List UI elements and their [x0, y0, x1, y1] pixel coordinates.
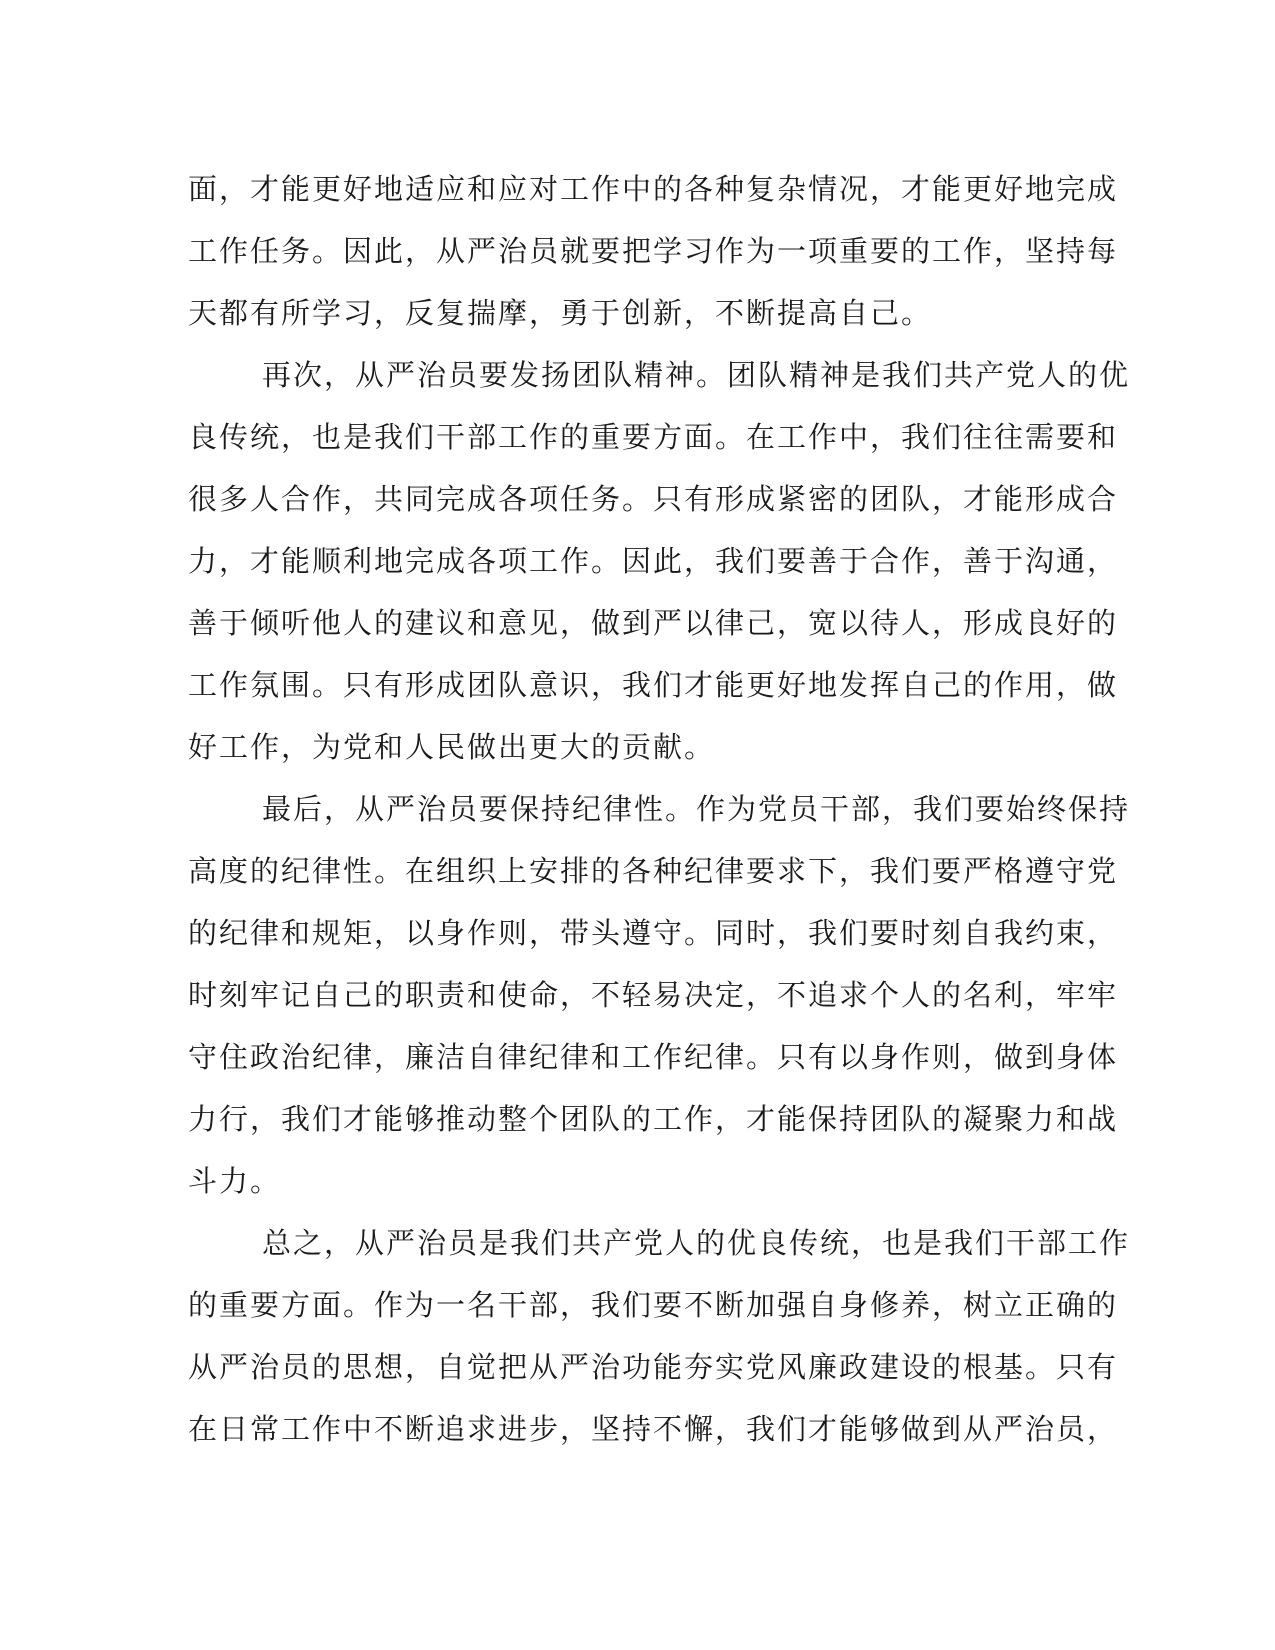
text-line: 的纪律和规矩，以身作则，带头遵守。同时，我们要时刻自我约束，: [188, 916, 1119, 950]
text-line: 良传统，也是我们干部工作的重要方面。在工作中，我们往往需要和: [188, 420, 1119, 454]
text-line: 高度的纪律性。在组织上安排的各种纪律要求下，我们要严格遵守党: [188, 854, 1119, 888]
text-line: 力，才能顺利地完成各项工作。因此，我们要善于合作，善于沟通，: [188, 544, 1119, 578]
text-line: 天都有所学习，反复揣摩，勇于创新，不断提高自己。: [188, 296, 933, 330]
text-line: 斗力。: [188, 1164, 282, 1198]
paragraph-start-line: 再次，从严治员要发扬团队精神。团队精神是我们共产党人的优: [262, 358, 1131, 392]
text-line: 善于倾听他人的建议和意见，做到严以律己，宽以待人，形成良好的: [188, 606, 1119, 640]
text-line: 守住政治纪律，廉洁自律纪律和工作纪律。只有以身作则，做到身体: [188, 1040, 1119, 1074]
text-line: 工作氛围。只有形成团队意识，我们才能更好地发挥自己的作用，做: [188, 668, 1119, 702]
paragraph-start-line: 最后，从严治员要保持纪律性。作为党员干部，我们要始终保持: [262, 792, 1131, 826]
text-line: 好工作，为党和人民做出更大的贡献。: [188, 730, 716, 764]
text-line: 时刻牢记自己的职责和使命，不轻易决定，不追求个人的名利，牢牢: [188, 978, 1119, 1012]
text-line: 面，才能更好地适应和应对工作中的各种复杂情况，才能更好地完成: [188, 172, 1119, 206]
text-line: 在日常工作中不断追求进步，坚持不懈，我们才能够做到从严治员，: [188, 1412, 1119, 1446]
text-line: 很多人合作，共同完成各项任务。只有形成紧密的团队，才能形成合: [188, 482, 1119, 516]
text-line: 的重要方面。作为一名干部，我们要不断加强自身修养，树立正确的: [188, 1288, 1119, 1322]
document-body: [188, 158, 1131, 1460]
paragraph-start-line: 总之，从严治员是我们共产党人的优良传统，也是我们干部工作: [262, 1226, 1131, 1260]
text-line: 从严治员的思想，自觉把从严治功能夯实党风廉政建设的根基。只有: [188, 1350, 1119, 1384]
text-line: 力行，我们才能够推动整个团队的工作，才能保持团队的凝聚力和战: [188, 1102, 1119, 1136]
text-line: 工作任务。因此，从严治员就要把学习作为一项重要的工作，坚持每: [188, 234, 1119, 268]
